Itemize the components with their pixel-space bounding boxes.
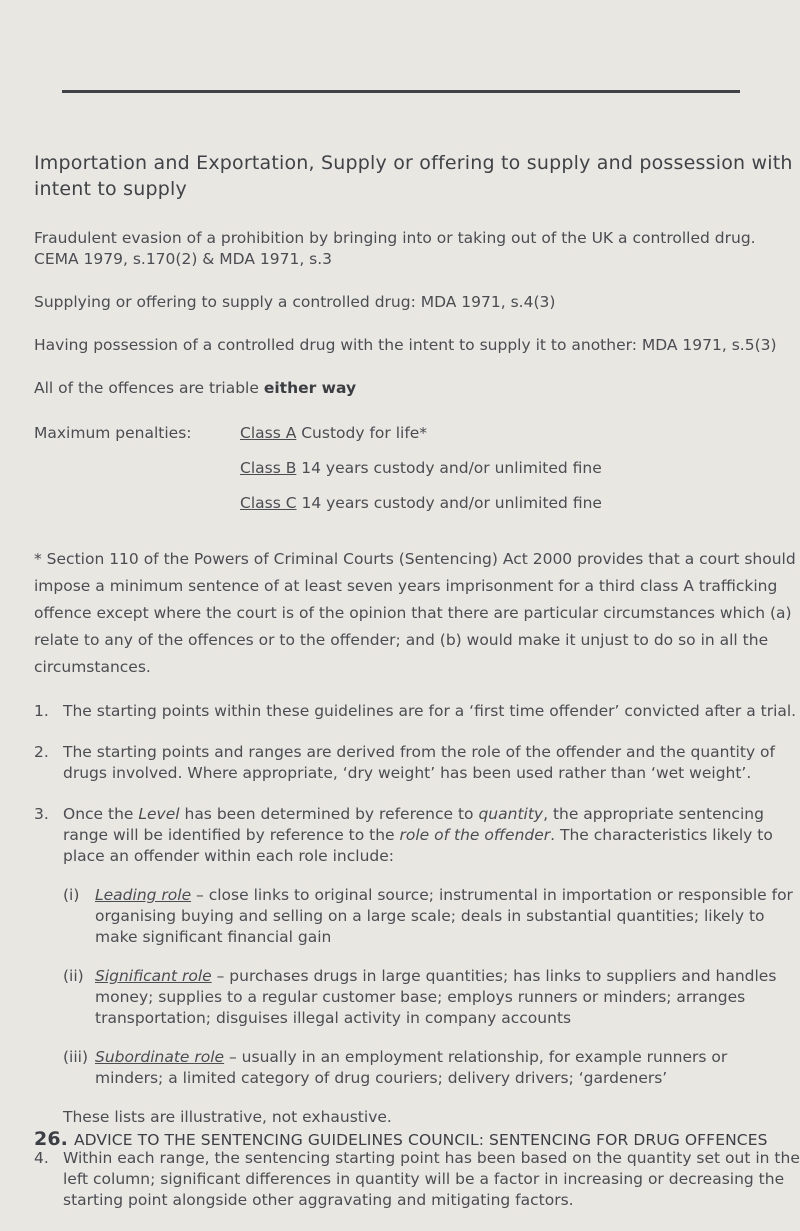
- item-number: 4.: [34, 1149, 49, 1167]
- item-text: The starting points and ranges are derived from the role of the offender and the quantity of drugs involved. Where appropriate, ‘dry weight’ has been used rather than ‘wet weight’.: [63, 743, 775, 782]
- item-number: 1.: [34, 702, 49, 720]
- list-item: [34, 742, 800, 784]
- role-item-leading: [63, 885, 800, 948]
- page-heading: Importation and Exportation, Supply or offering to supply and possession with intent to supply: [34, 152, 793, 200]
- penalty-text: 14 years custody and/or unlimited fine: [296, 494, 602, 512]
- list-item: [34, 701, 800, 722]
- page-content: [34, 150, 800, 1231]
- penalty-text: 14 years custody and/or unlimited fine: [296, 459, 602, 477]
- page-number: 26.: [34, 1128, 68, 1150]
- item-number: 3.: [34, 805, 49, 823]
- illustrative-note: These lists are illustrative, not exhaustive.: [63, 1108, 392, 1126]
- text-run: . The characteristics likely to place an offender within each role include:: [63, 826, 773, 865]
- footer-text: ADVICE TO THE SENTENCING GUIDELINES COUNCIL: SENTENCING FOR DRUG OFFENCES: [73, 1131, 768, 1149]
- item-text: The starting points within these guidelines are for a ‘first time offender’ convicted after a trial.: [63, 702, 797, 720]
- penalties-label: Maximum penalties:: [34, 424, 192, 442]
- penalties-list: [240, 423, 602, 528]
- page-footer: [34, 1128, 768, 1150]
- role-number: (ii): [63, 967, 84, 985]
- role-item-subordinate: [63, 1047, 800, 1089]
- penalties-block: [34, 423, 800, 528]
- penalty-class-a: [240, 423, 602, 444]
- list-item: [34, 1148, 800, 1211]
- penalty-class-b: [240, 458, 602, 479]
- offence-fraudulent-ref: CEMA 1979, s.170(2) & MDA 1971, s.3: [34, 250, 333, 268]
- penalty-text: Custody for life*: [296, 424, 428, 442]
- emphasis-level: Level: [138, 805, 180, 823]
- triable-statement: [34, 378, 800, 399]
- role-text: [95, 885, 800, 948]
- role-text: [95, 1047, 800, 1089]
- class-label: Class C: [240, 494, 297, 512]
- text-run: has been determined by reference to: [179, 805, 479, 823]
- penalty-class-c: [240, 493, 602, 514]
- role-name: Leading role: [95, 886, 192, 904]
- triable-prefix: All of the offences are triable: [34, 379, 264, 397]
- role-description: – close links to original source; instrumental in importation or responsible for organising buying and selling on a large scale; deals in substantial quantities; likely to make significant financial gain: [95, 886, 793, 946]
- role-text: [95, 966, 800, 1029]
- offence-supplying: Supplying or offering to supply a controlled drug: MDA 1971, s.4(3): [34, 293, 556, 311]
- role-item-significant: [63, 966, 800, 1029]
- text-run: , the appropriate sentencing range will be identified by reference to the: [63, 805, 764, 844]
- offence-possession: Having possession of a controlled drug with the intent to supply it to another: MDA 1971, s.5(3): [34, 336, 777, 354]
- class-label: Class B: [240, 459, 297, 477]
- text-run: Once the: [63, 805, 139, 823]
- item-text: [63, 804, 800, 1128]
- role-number: (iii): [63, 1048, 89, 1066]
- emphasis-role: role of the offender: [399, 826, 551, 844]
- footnote: * Section 110 of the Powers of Criminal Courts (Sentencing) Act 2000 provides that a court should impose a minimum sentence of at least seven years imprisonment for a third class A trafficking offence except where the court is of the opinion that there are particular circumstances which (a) relate to any of the offences or to the offender; and (b) would make it unjust to do so in all the circumstances.: [34, 550, 796, 676]
- triable-bold: either way: [263, 379, 357, 397]
- role-name: Significant role: [95, 967, 212, 985]
- emphasis-quantity: quantity: [478, 805, 544, 823]
- header-rule: [62, 90, 740, 93]
- offence-fraudulent: Fraudulent evasion of a prohibition by bringing into or taking out of the UK a controlled drug.: [34, 229, 756, 247]
- role-number: (i): [63, 886, 80, 904]
- list-item: [34, 804, 800, 1128]
- item-text: Within each range, the sentencing starting point has been based on the quantity set out in the left column; significant differences in quantity will be a factor in increasing or decreasing the starting point alongside other aggravating and mitigating factors.: [63, 1149, 800, 1209]
- item-number: 2.: [34, 743, 49, 761]
- class-label: Class A: [240, 424, 297, 442]
- role-description: – usually in an employment relationship, for example runners or minders; a limited category of drug couriers; delivery drivers; ‘gardeners’: [95, 1048, 728, 1087]
- role-description: – purchases drugs in large quantities; has links to suppliers and handles money; supplies to a regular customer base; employs runners or minders; arranges transportation; disguises illegal activity in company accounts: [95, 967, 777, 1027]
- role-name: Subordinate role: [95, 1048, 225, 1066]
